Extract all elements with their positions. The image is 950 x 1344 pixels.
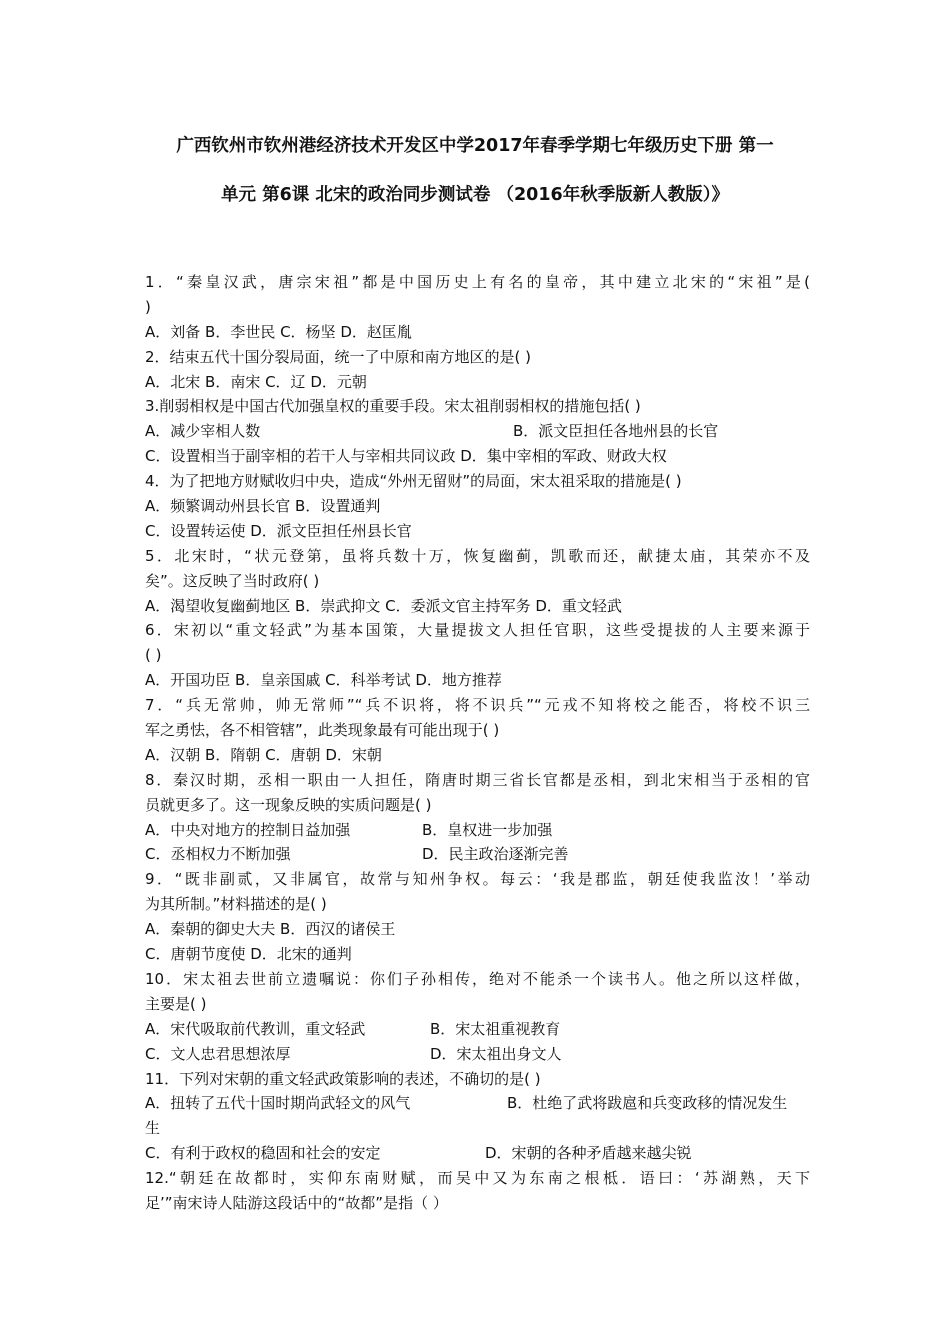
document-title-line-1: 广西钦州市钦州港经济技术开发区中学2017年春季学期七年级历史下册 第一: [176, 136, 774, 156]
option-text: C．有利于政权的稳固和社会的安定: [145, 1144, 381, 1163]
text-line: 5．北宋时，“状元登第，虽将兵数十万，恢复幽蓟，凯歌而还，献捷太庙，其荣亦不及: [145, 546, 810, 565]
text-line: A．秦朝的御史大夫 B．西汉的诸侯王: [145, 920, 396, 939]
option-text: D．民主政治逐渐完善: [422, 845, 569, 864]
text-line: A．汉朝 B．隋朝 C．唐朝 D．宋朝: [145, 745, 382, 764]
text-line: ): [145, 297, 151, 316]
document-title-line-2: 单元 第6课 北宋的政治同步测试卷 （2016年秋季版新人教版）》: [221, 185, 729, 205]
option-text: A．扭转了五代十国时期尚武轻文的风气: [145, 1094, 411, 1113]
text-line: 为其所制。”材料描述的是( ): [145, 895, 327, 914]
option-text: A．宋代吸取前代教训，重文轻武: [145, 1019, 366, 1038]
text-line: 7．“兵无常帅，帅无常师”“兵不识将，将不识兵”“元戎不知将校之能否，将校不识三: [145, 696, 810, 715]
option-text: B．宋太祖重视教育: [430, 1019, 561, 1038]
text-line: 4．为了把地方财赋收归中央，造成“外州无留财”的局面，宋太祖采取的措施是( ): [145, 472, 682, 491]
option-text: B．皇权进一步加强: [422, 820, 553, 839]
text-line: C．设置转运使 D．派文臣担任州县长官: [145, 521, 412, 540]
text-line: C．设置相当于副宰相的若干人与宰相共同议政 D．集中宰相的军政、财政大权: [145, 447, 667, 466]
text-line: A．刘备 B．李世民 C．杨坚 D．赵匡胤: [145, 322, 412, 341]
text-line: A．北宋 B．南宋 C．辽 D．元朝: [145, 372, 367, 391]
text-line: [145, 818, 810, 843]
text-line: 8．秦汉时期，丞相一职由一人担任，隋唐时期三省长官都是丞相，到北宋相当于丞相的官: [145, 770, 810, 789]
option-text: A．减少宰相人数: [145, 422, 261, 441]
text-line: 员就更多了。这一现象反映的实质问题是( ): [145, 795, 432, 814]
text-line: ( ): [145, 646, 162, 665]
text-line: 生: [145, 1119, 161, 1138]
text-line: [145, 842, 810, 867]
text-line: C．唐朝节度使 D．北宋的通判: [145, 945, 352, 964]
text-line: [145, 1017, 810, 1042]
text-line: 2．结束五代十国分裂局面，统一了中原和南方地区的是( ): [145, 347, 532, 366]
text-line: 12.“朝廷在故都时，实仰东南财赋，而吴中又为东南之根柢．语曰：‘苏湖熟，天下: [145, 1169, 810, 1188]
option-text: C．丞相权力不断加强: [145, 845, 291, 864]
text-line: 3.削弱相权是中国古代加强皇权的重要手段。宋太祖削弱相权的措施包括( ): [145, 397, 641, 416]
text-line: A．开国功臣 B．皇亲国戚 C．科举考试 D．地方推荐: [145, 671, 502, 690]
option-text: D．宋朝的各种矛盾越来越尖锐: [485, 1144, 692, 1163]
text-line: 1．“秦皇汉武，唐宗宋祖”都是中国历史上有名的皇帝，其中建立北宋的“宋祖”是(: [145, 273, 810, 291]
text-line: A．渴望收复幽蓟地区 B．崇武抑文 C．委派文官主持军务 D．重文轻武: [145, 596, 622, 615]
text-line: [145, 1091, 810, 1116]
option-text: C．文人忠君思想浓厚: [145, 1044, 291, 1063]
text-line: 军之勇怯，各不相管辖”，此类现象最有可能出现于( ): [145, 721, 500, 740]
option-text: B．杜绝了武将跋扈和兵变政移的情况发生: [507, 1094, 788, 1113]
question-list: [145, 270, 810, 1216]
text-line: [145, 1042, 810, 1067]
option-text: A．中央对地方的控制日益加强: [145, 820, 351, 839]
text-line: 主要是( ): [145, 994, 207, 1013]
text-line: 10．宋太祖去世前立遗嘱说：你们子孙相传，绝对不能杀一个读书人。他之所以这样做，: [145, 969, 810, 988]
text-line: 9．“既非副贰，又非属官，故常与知州争权。每云：‘我是郡监，朝廷使我监汝！’举动: [145, 870, 810, 889]
text-line: 足’”南宋诗人陆游这段话中的“故都”是指（ ）: [145, 1193, 448, 1212]
text-line: [145, 419, 810, 444]
text-line: A．频繁调动州县长官 B．设置通判: [145, 497, 381, 516]
text-line: 11．下列对宋朝的重文轻武政策影响的表述，不确切的是( ): [145, 1069, 541, 1088]
option-text: B．派文臣担任各地州县的长官: [513, 422, 719, 441]
option-text: D．宋太祖出身文人: [430, 1044, 562, 1063]
text-line: [145, 1141, 810, 1166]
text-line: 矣”。这反映了当时政府( ): [145, 571, 320, 590]
text-line: 6．宋初以“重文轻武”为基本国策，大量提拔文人担任官职，这些受提拔的人主要来源于: [145, 621, 810, 640]
